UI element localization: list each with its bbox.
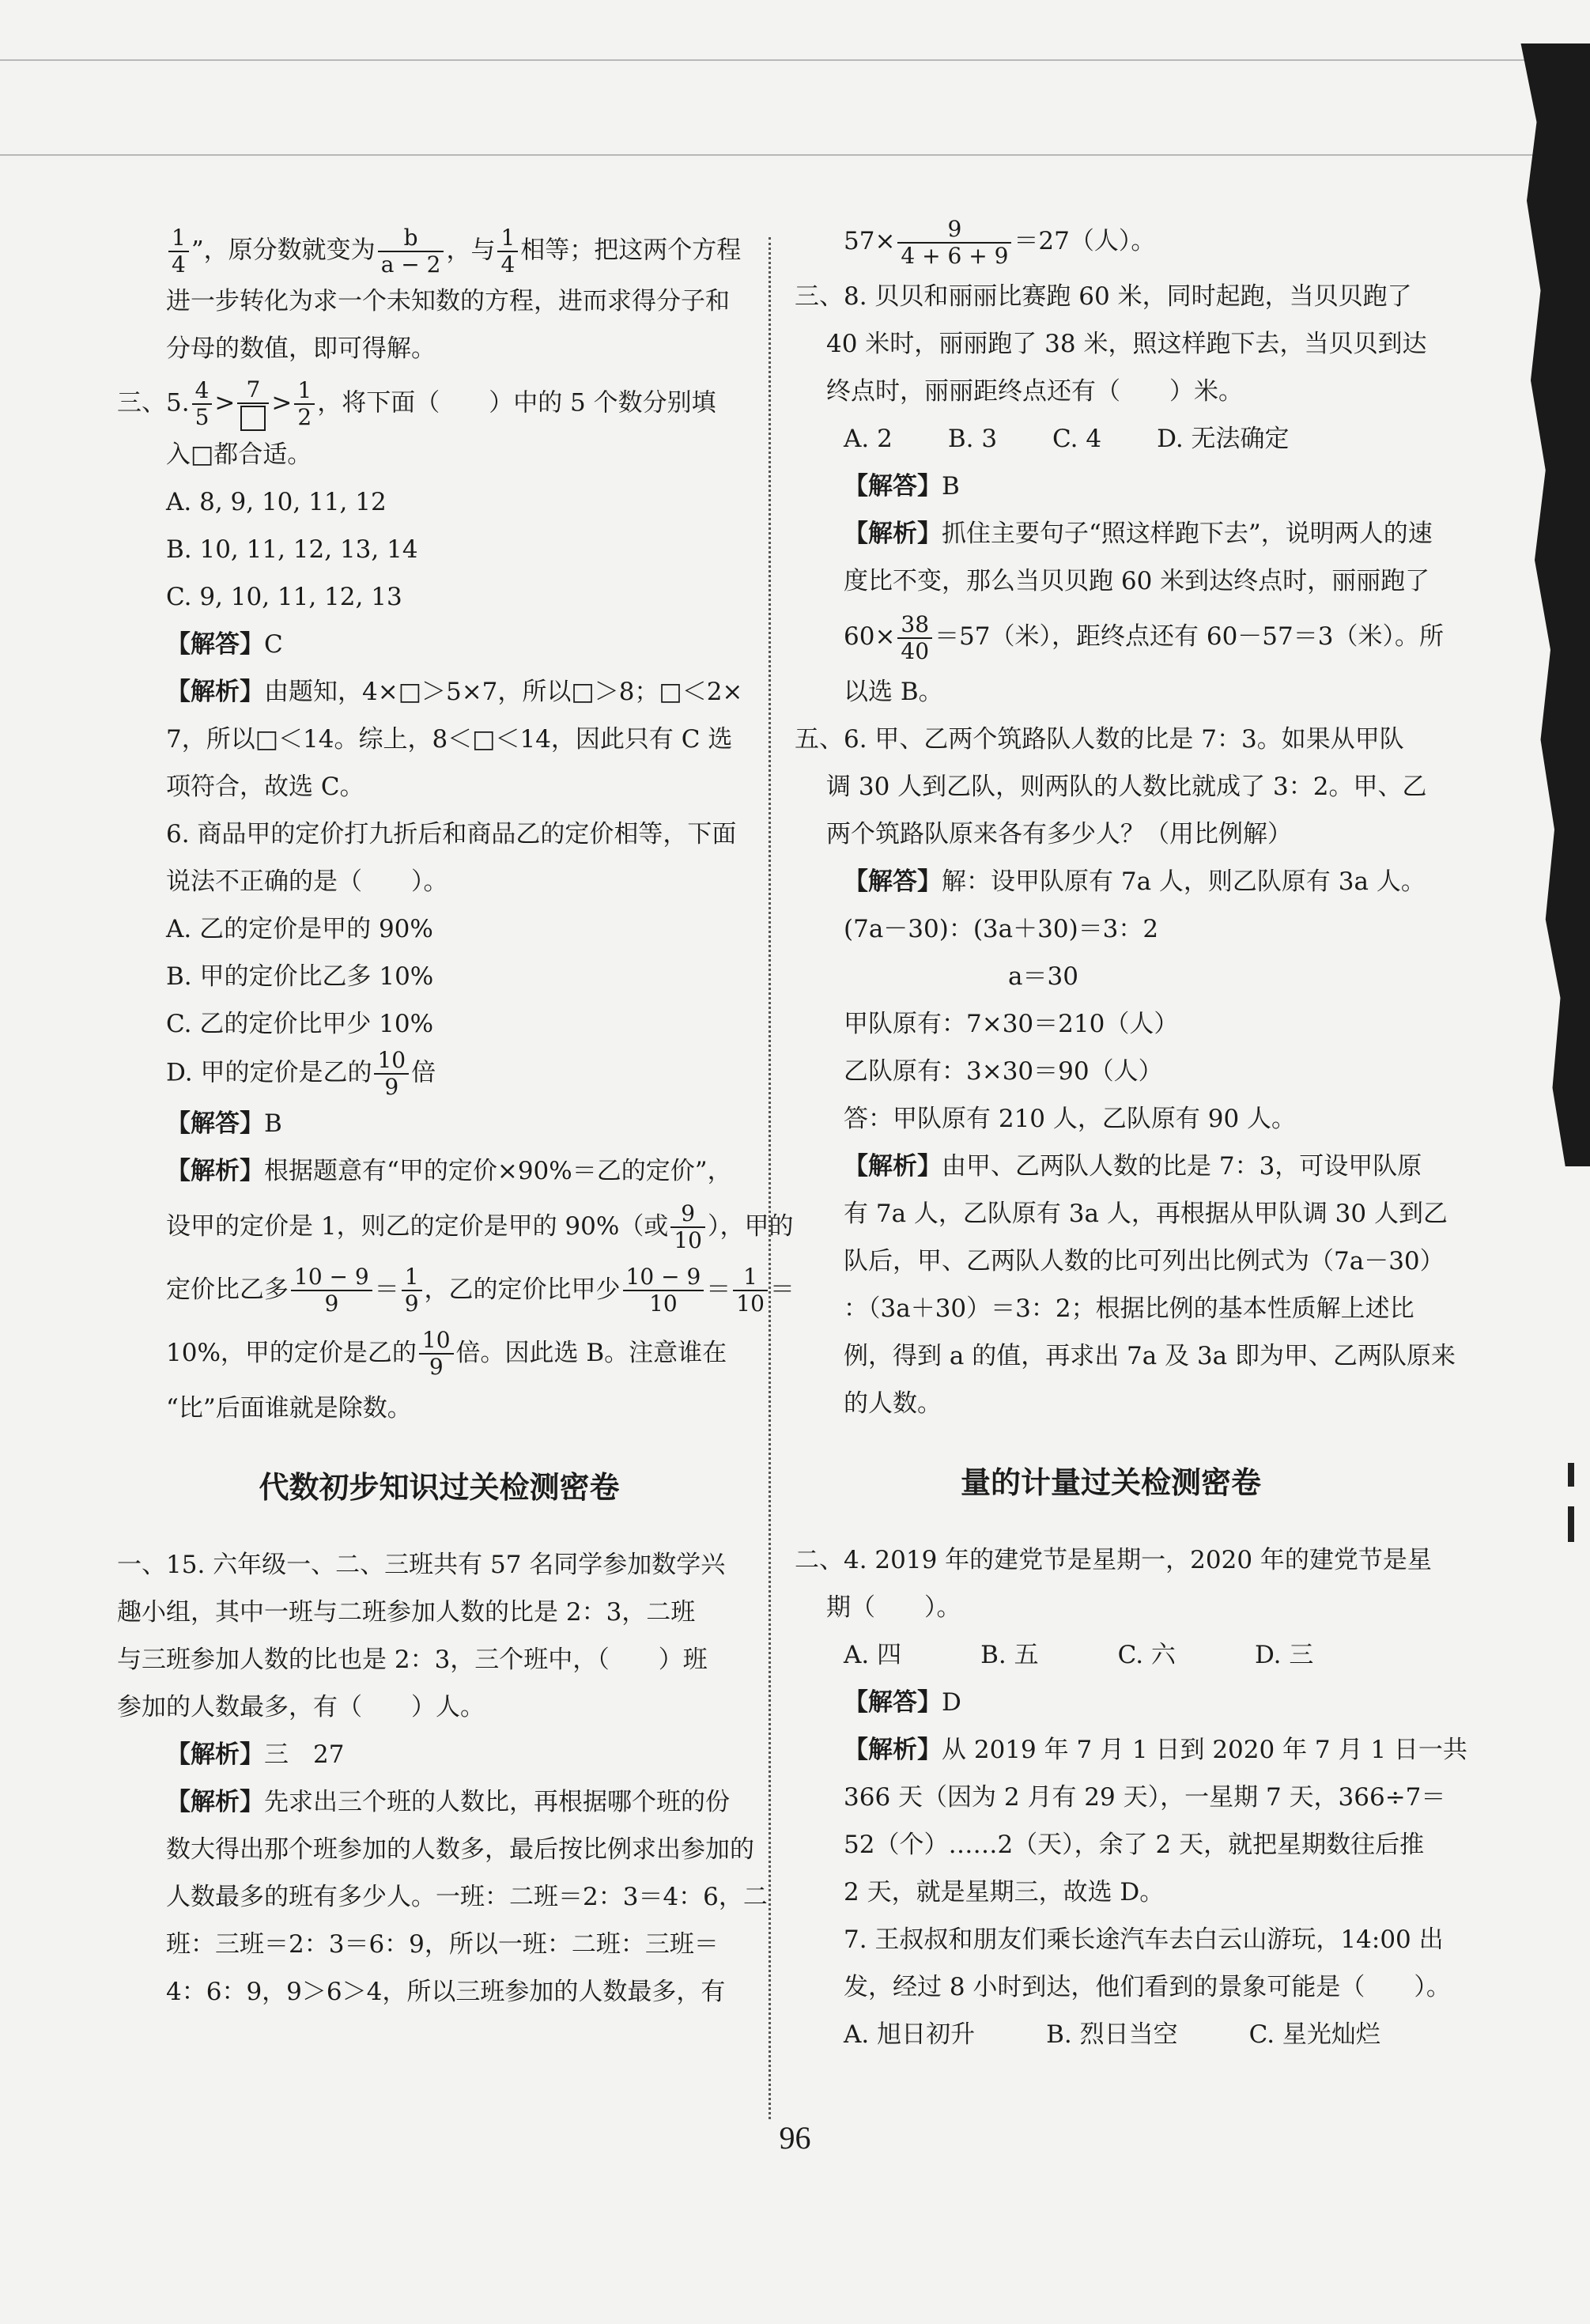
fraction: 7: [237, 377, 269, 431]
column-divider: [769, 237, 771, 2119]
analysis: 【解析】从 2019 年 7 月 1 日到 2020 年 7 月 1 日一共: [844, 1736, 1467, 1764]
work-line: 乙队原有：3×30＝90（人）: [844, 1057, 1163, 1086]
question-6b-stem: 两个筑路队原来各有多少人？（用比例解）: [826, 820, 1292, 848]
torn-page-fragment: [1568, 1506, 1574, 1542]
section-title: 代数初步知识过关检测密卷: [259, 1469, 620, 1505]
section-title: 量的计量过关检测密卷: [960, 1465, 1261, 1500]
option: C. 乙的定价比甲少 10%: [166, 1009, 434, 1038]
analysis: 有 7a 人，乙队原有 3a 人，再根据从甲队调 30 人到乙: [844, 1200, 1448, 1228]
question-15-stem: 参加的人数最多，有（ ）人。: [117, 1692, 485, 1721]
question-15-stem: 趣小组，其中一班与二班参加人数的比是 2：3，二班: [117, 1597, 696, 1627]
continuation-line: [117, 225, 761, 278]
scan-line-top: [0, 59, 1590, 61]
analysis: 52（个）……2（天），余了 2 天，就把星期数往后推: [844, 1831, 1425, 1859]
analysis: 数大得出那个班参加的人数多，最后按比例求出参加的: [166, 1835, 754, 1864]
option: A. 乙的定价是甲的 90%: [166, 914, 433, 943]
question-6b-stem: 五、6. 甲、乙两个筑路队人数的比是 7：3。如果从甲队: [795, 725, 1404, 754]
fraction: $\frac{10}{9}$: [419, 1328, 454, 1380]
work-line: 甲队原有：7×30＝210（人）: [844, 1010, 1179, 1038]
option: D. 无法确定: [1157, 425, 1290, 453]
option: C. 星光灿烂: [1248, 2020, 1380, 2049]
text: ”，原分数就变为: [191, 236, 376, 265]
option: B. 10, 11, 12, 13, 14: [166, 535, 418, 564]
analysis: 4：6：9，9＞6＞4，所以三班参加的人数最多，有: [166, 1977, 726, 2006]
option: C. 9, 10, 11, 12, 13: [166, 582, 402, 611]
option: C. 4: [1052, 425, 1102, 453]
question-7-stem: 发，经过 8 小时到达，他们看到的景象可能是（ ）。: [844, 1973, 1451, 2001]
analysis: 7，所以□＜14。综上，8＜□＜14，因此只有 C 选: [166, 724, 733, 754]
blank-box-icon: [240, 406, 266, 431]
option: B. 五: [980, 1641, 1039, 1669]
question-6-stem: 6. 商品甲的定价打九折后和商品乙的定价相等，下面: [166, 819, 737, 848]
answer: 【解析】三 27: [166, 1740, 345, 1769]
fraction: $\frac{1}{10}$: [733, 1264, 768, 1317]
answer: 【解答】C: [166, 629, 283, 659]
analysis: 10%，甲的定价是乙的 $\frac{10}{9}$ 倍。因此选 B。注意谁在: [166, 1327, 727, 1380]
option: A. 8, 9, 10, 11, 12: [166, 487, 387, 516]
option: B. 甲的定价比乙多 10%: [166, 962, 434, 991]
fraction: $\frac{1}{4}$: [168, 225, 189, 278]
continuation-line: 进一步转化为求一个未知数的方程，进而求得分子和: [166, 287, 730, 316]
option: D. 甲的定价是乙的 $\frac{10}{9}$ 倍: [166, 1046, 436, 1100]
options-row: [795, 415, 1427, 463]
analysis: 【解析】由题知，4×□＞5×7，所以□＞8；□＜2×: [166, 677, 743, 706]
answer: 【解答】B: [166, 1109, 282, 1138]
answer: 【解答】解：设甲队原有 7a 人，则乙队原有 3a 人。: [844, 867, 1426, 896]
option: B. 3: [947, 425, 998, 453]
question-5-stem: 入□都合适。: [166, 440, 312, 469]
question-4-stem: 期（ ）。: [826, 1593, 961, 1622]
analysis: 【解析】先求出三个班的人数比，再根据哪个班的份: [166, 1787, 730, 1816]
work-line: 答：甲队原有 210 人，乙队原有 90 人。: [844, 1105, 1297, 1133]
option: D. 三: [1254, 1641, 1314, 1669]
analysis: ：（3a＋30）＝3：2；根据比例的基本性质解上述比: [844, 1294, 1414, 1323]
fraction: $\frac{1}{9}$: [402, 1264, 422, 1317]
torn-page-edge: [1491, 43, 1590, 1166]
option: C. 六: [1117, 1641, 1176, 1669]
option: A. 旭日初升: [844, 2020, 976, 2049]
fraction: $\frac{1}{4}$: [497, 225, 518, 278]
analysis: 2 天，就是星期三，故选 D。: [844, 1878, 1165, 1906]
text: ，与: [446, 236, 496, 265]
work-line: (7a－30)：(3a＋30)＝3：2: [844, 915, 1159, 943]
answer: 【解答】D: [844, 1688, 961, 1717]
analysis: 以选 B。: [844, 678, 943, 706]
analysis: 度比不变，那么当贝贝跑 60 米到达终点时，丽丽跑了: [844, 567, 1430, 595]
fraction: $\frac{b}{a - 2}$: [378, 225, 444, 278]
question-4-stem: 二、4. 2019 年的建党节是星期一，2020 年的建党节是星: [795, 1546, 1432, 1574]
analysis: 的人数。: [844, 1389, 942, 1418]
analysis: 【解析】抓住主要句子“照这样跑下去”，说明两人的速: [844, 520, 1433, 548]
question-6-stem: 说法不正确的是（ ）。: [166, 867, 448, 896]
options-row: [795, 1631, 1427, 1679]
analysis: 人数最多的班有多少人。一班：二班＝2：3＝4：6，二: [166, 1882, 768, 1911]
fraction: $\frac{1}{2}$: [294, 378, 315, 430]
question-6b-stem: 调 30 人到乙队，则两队的人数比就成了 3：2。甲、乙: [826, 773, 1427, 801]
analysis: 366 天（因为 2 月有 29 天），一星期 7 天，366÷7＝: [844, 1783, 1446, 1812]
analysis: 例，得到 a 的值，再求出 7a 及 3a 即为甲、乙两队原来: [844, 1342, 1456, 1370]
question-7-stem: 7. 王叔叔和朋友们乘长途汽车去白云山游玩，14:00 出: [844, 1925, 1444, 1954]
question-5-stem: 三、5. $\frac{4}{5}$ > 7 > $\frac{1}{2}$ ，将下面（ ）中的 5 个数分别填: [117, 376, 716, 430]
question-15-stem: 一、15. 六年级一、二、三班共有 57 名同学参加数学兴: [117, 1550, 726, 1579]
analysis: 设甲的定价是 1，则乙的定价是甲的 90%（或 $\frac{9}{10}$ ），甲的: [166, 1200, 794, 1253]
fraction: $\frac{38}{40}$: [897, 612, 932, 664]
right-column: [795, 215, 1467, 2058]
analysis: 【解析】由甲、乙两队人数的比是 7：3，可设甲队原: [844, 1152, 1422, 1181]
left-column: [117, 225, 795, 2016]
continuation-line: 分母的数值，即可得解。: [166, 334, 436, 363]
continuation-line: 57× $\frac{9}{4 + 6 + 9}$ ＝27（人）。: [844, 215, 1156, 269]
analysis: 项符合，故选 C。: [166, 772, 364, 801]
question-8-stem: 40 米时，丽丽跑了 38 米，照这样跑下去，当贝贝到达: [826, 330, 1427, 358]
analysis: 定价比乙多 $\frac{10 - 9}{9}$ ＝ $\frac{1}{9}$ ，乙的定价比甲少 $\frac{10 - 9}{10}$ ＝ $\frac{1}{10}$ ＝: [166, 1264, 795, 1317]
fraction: $\frac{9}{4 + 6 + 9}$: [897, 217, 1011, 269]
question-15-stem: 与三班参加人数的比也是 2：3，三个班中，（ ）班: [117, 1645, 708, 1674]
analysis: 【解析】根据题意有“甲的定价×90%＝乙的定价”，: [166, 1156, 732, 1185]
question-8-stem: 终点时，丽丽距终点还有（ ）米。: [826, 377, 1243, 406]
answer: 【解答】B: [844, 472, 960, 501]
text: 相等；把这两个方程: [520, 236, 742, 265]
scan-line-2: [0, 154, 1590, 156]
options-row: [795, 2011, 1427, 2058]
fraction: $\frac{10 - 9}{10}$: [623, 1264, 704, 1317]
fraction: $\frac{10 - 9}{9}$: [291, 1264, 372, 1317]
work-line: a＝30: [1008, 962, 1078, 991]
option: B. 烈日当空: [1046, 2020, 1178, 2049]
page-number: 96: [779, 2120, 811, 2156]
analysis: 班：三班＝2：3＝6：9，所以一班：二班：三班＝: [166, 1929, 719, 1959]
analysis: “比”后面谁就是除数。: [166, 1393, 412, 1423]
option: A. 四: [844, 1641, 902, 1669]
option: A. 2: [844, 425, 893, 453]
fraction: $\frac{4}{5}$: [192, 378, 213, 430]
fraction: $\frac{9}{10}$: [670, 1201, 705, 1253]
torn-page-fragment: [1568, 1463, 1574, 1487]
fraction: $\frac{10}{9}$: [374, 1048, 409, 1100]
analysis: 队后，甲、乙两队人数的比可列出比例式为（7a－30）: [844, 1247, 1445, 1275]
analysis: 60× $\frac{38}{40}$ ＝57（米），距终点还有 60－57＝3（米）。所: [844, 610, 1444, 664]
question-8-stem: 三、8. 贝贝和丽丽比赛跑 60 米，同时起跑，当贝贝跑了: [795, 282, 1412, 311]
